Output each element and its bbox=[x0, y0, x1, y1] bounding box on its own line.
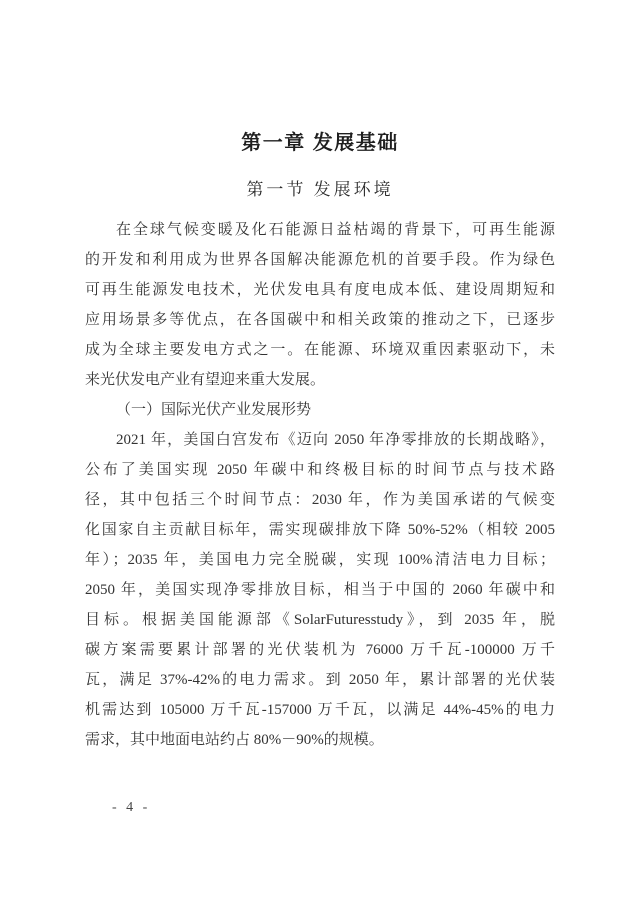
paragraph-2-line: 目标。根据美国能源部《SolarFuturesstudy》，到 2035 年，脱 bbox=[85, 612, 555, 628]
paragraph-2-line: 需求，其中地面电站约占 80%－90%的规模。 bbox=[85, 732, 384, 748]
paragraph-2-line: 机需达到 105000 万千瓦-157000 万千瓦，以满足 44%-45%的电力 bbox=[85, 702, 555, 718]
chapter-title: 第一章 发展基础 bbox=[241, 132, 399, 154]
paragraph-1-line: 应用场景多等优点，在各国碳中和相关政策的推动之下，已逐步 bbox=[85, 312, 555, 328]
paragraph-2-line: 2021 年，美国白宫发布《迈向 2050 年净零排放的长期战略》， bbox=[116, 432, 555, 448]
page-number: - 4 - bbox=[112, 800, 151, 815]
paragraph-2-line: 2050 年，美国实现净零排放目标，相当于中国的 2060 年碳中和 bbox=[85, 582, 555, 598]
paragraph-2-line: 碳方案需要累计部署的光伏装机为 76000 万千瓦-100000 万千 bbox=[85, 642, 555, 658]
subsection-heading: （一）国际光伏产业发展形势 bbox=[116, 402, 312, 418]
paragraph-2-line: 公布了美国实现 2050 年碳中和终极目标的时间节点与技术路 bbox=[85, 462, 555, 478]
paragraph-2-line: 化国家自主贡献目标年，需实现碳排放下降 50%-52%（相较 2005 bbox=[85, 522, 555, 538]
paragraph-1-line: 成为全球主要发电方式之一。在能源、环境双重因素驱动下，未 bbox=[85, 342, 555, 358]
paragraph-1-line: 的开发和利用成为世界各国解决能源危机的首要手段。作为绿色 bbox=[85, 252, 555, 268]
paragraph-2-line: 瓦，满足 37%-42%的电力需求。到 2050 年，累计部署的光伏装 bbox=[85, 672, 555, 688]
paragraph-1-line: 来光伏发电产业有望迎来重大发展。 bbox=[85, 372, 326, 388]
paragraph-1-line: 可再生能源发电技术，光伏发电具有度电成本低、建设周期短和 bbox=[85, 282, 555, 298]
section-title: 第一节 发展环境 bbox=[246, 180, 394, 199]
paragraph-2-line: 年）；2035 年，美国电力完全脱碳，实现 100%清洁电力目标； bbox=[85, 552, 555, 568]
document-content bbox=[85, 128, 555, 755]
paragraph-1-line: 在全球气候变暖及化石能源日益枯竭的背景下，可再生能源 bbox=[116, 222, 555, 238]
document-body bbox=[85, 215, 555, 755]
paragraph-2-line: 径，其中包括三个时间节点：2030 年，作为美国承诺的气候变 bbox=[85, 492, 555, 508]
